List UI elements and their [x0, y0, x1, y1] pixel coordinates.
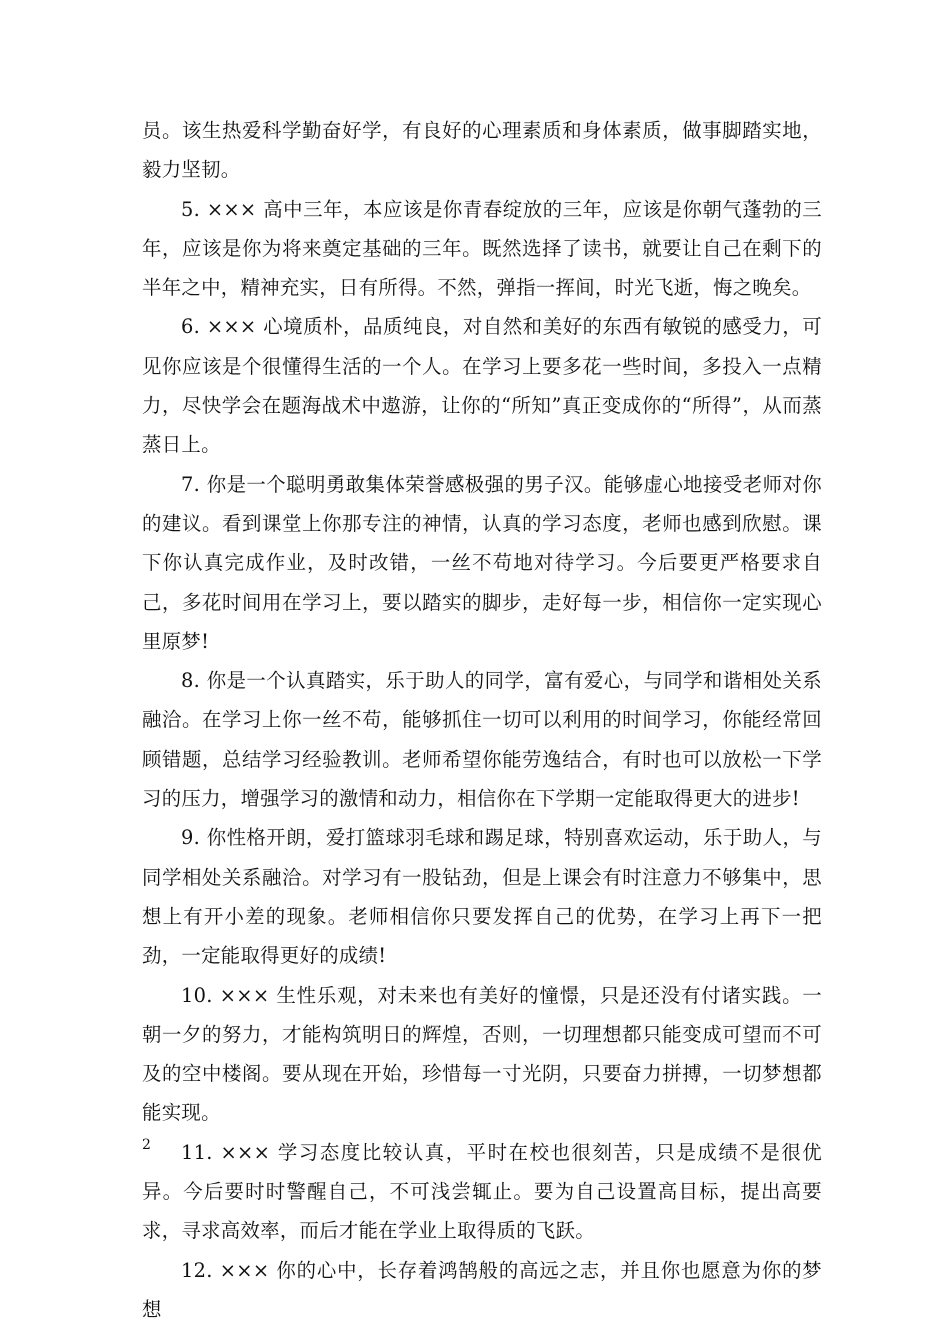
document-body — [142, 111, 822, 1329]
paragraph-11: 11. ××× 学习态度比较认真，平时在校也很刻苦，只是成绩不是很优异。今后要时时警醒自己，不可浅尝辄止。要为自己设置高目标，提出高要求，寻求高效率，而后才能在学业上取得质的飞跃。 — [142, 1140, 822, 1243]
paragraph-7: 7. 你是一个聪明勇敢集体荣誉感极强的男子汉。能够虚心地接受老师对你的建议。看到课堂上你那专注的神情，认真的学习态度，老师也感到欣慰。课下你认真完成作业，及时改错，一丝不苟地对待学习。今后要更严格要求自己，多花时间用在学习上，要以踏实的脚步，走好每一步，相信你一定实现心里原梦! — [142, 472, 822, 653]
paragraph-10: 10. ××× 生性乐观，对未来也有美好的憧憬，只是还没有付诸实践。一朝一夕的努力，才能构筑明日的辉煌，否则，一切理想都只能变成可望而不可及的空中楼阁。要从现在开始，珍惜每一寸光阴，只要奋力拼搏，一切梦想都能实现。 — [142, 983, 822, 1125]
paragraph-5: 5. ××× 高中三年，本应该是你青春绽放的三年，应该是你朝气蓬勃的三年，应该是你为将来奠定基础的三年。既然选择了读书，就要让自己在剩下的半年之中，精神充实，日有所得。不然，弹指一挥间，时光飞逝，悔之晚矣。 — [142, 197, 822, 300]
paragraph-9: 9. 你性格开朗，爱打篮球羽毛球和踢足球，特别喜欢运动，乐于助人，与同学相处关系融洽。对学习有一股钻劲，但是上课会有时注意力不够集中，思想上有开小差的现象。老师相信你只要发挥自己的优势，在学习上再下一把劲，一定能取得更好的成绩! — [142, 826, 822, 968]
paragraph-6: 6. ××× 心境质朴，品质纯良，对自然和美好的东西有敏锐的感受力，可见你应该是个很懂得生活的一个人。在学习上要多花一些时间，多投入一点精力，尽快学会在题海战术中遨游，让你的“所知”真正变成你的“所得”，从而蒸蒸日上。 — [142, 315, 822, 457]
paragraph-8: 8. 你是一个认真踏实，乐于助人的同学，富有爱心，与同学和谐相处关系融洽。在学习上你一丝不苟，能够抓住一切可以利用的时间学习，你能经常回顾错题，总结学习经验教训。老师希望你能劳逸结合，有时也可以放松一下学习的压力，增强学习的激情和动力，相信你在下学期一定能取得更大的进步! — [142, 669, 822, 811]
page-number: 2 — [142, 1137, 151, 1153]
paragraph-12: 12. ××× 你的心中，长存着鸿鹄般的高远之志，并且你也愿意为你的梦想 — [142, 1258, 822, 1321]
paragraph-continuation: 员。该生热爱科学勤奋好学，有良好的心理素质和身体素质，做事脚踏实地，毅力坚韧。 — [142, 119, 822, 182]
